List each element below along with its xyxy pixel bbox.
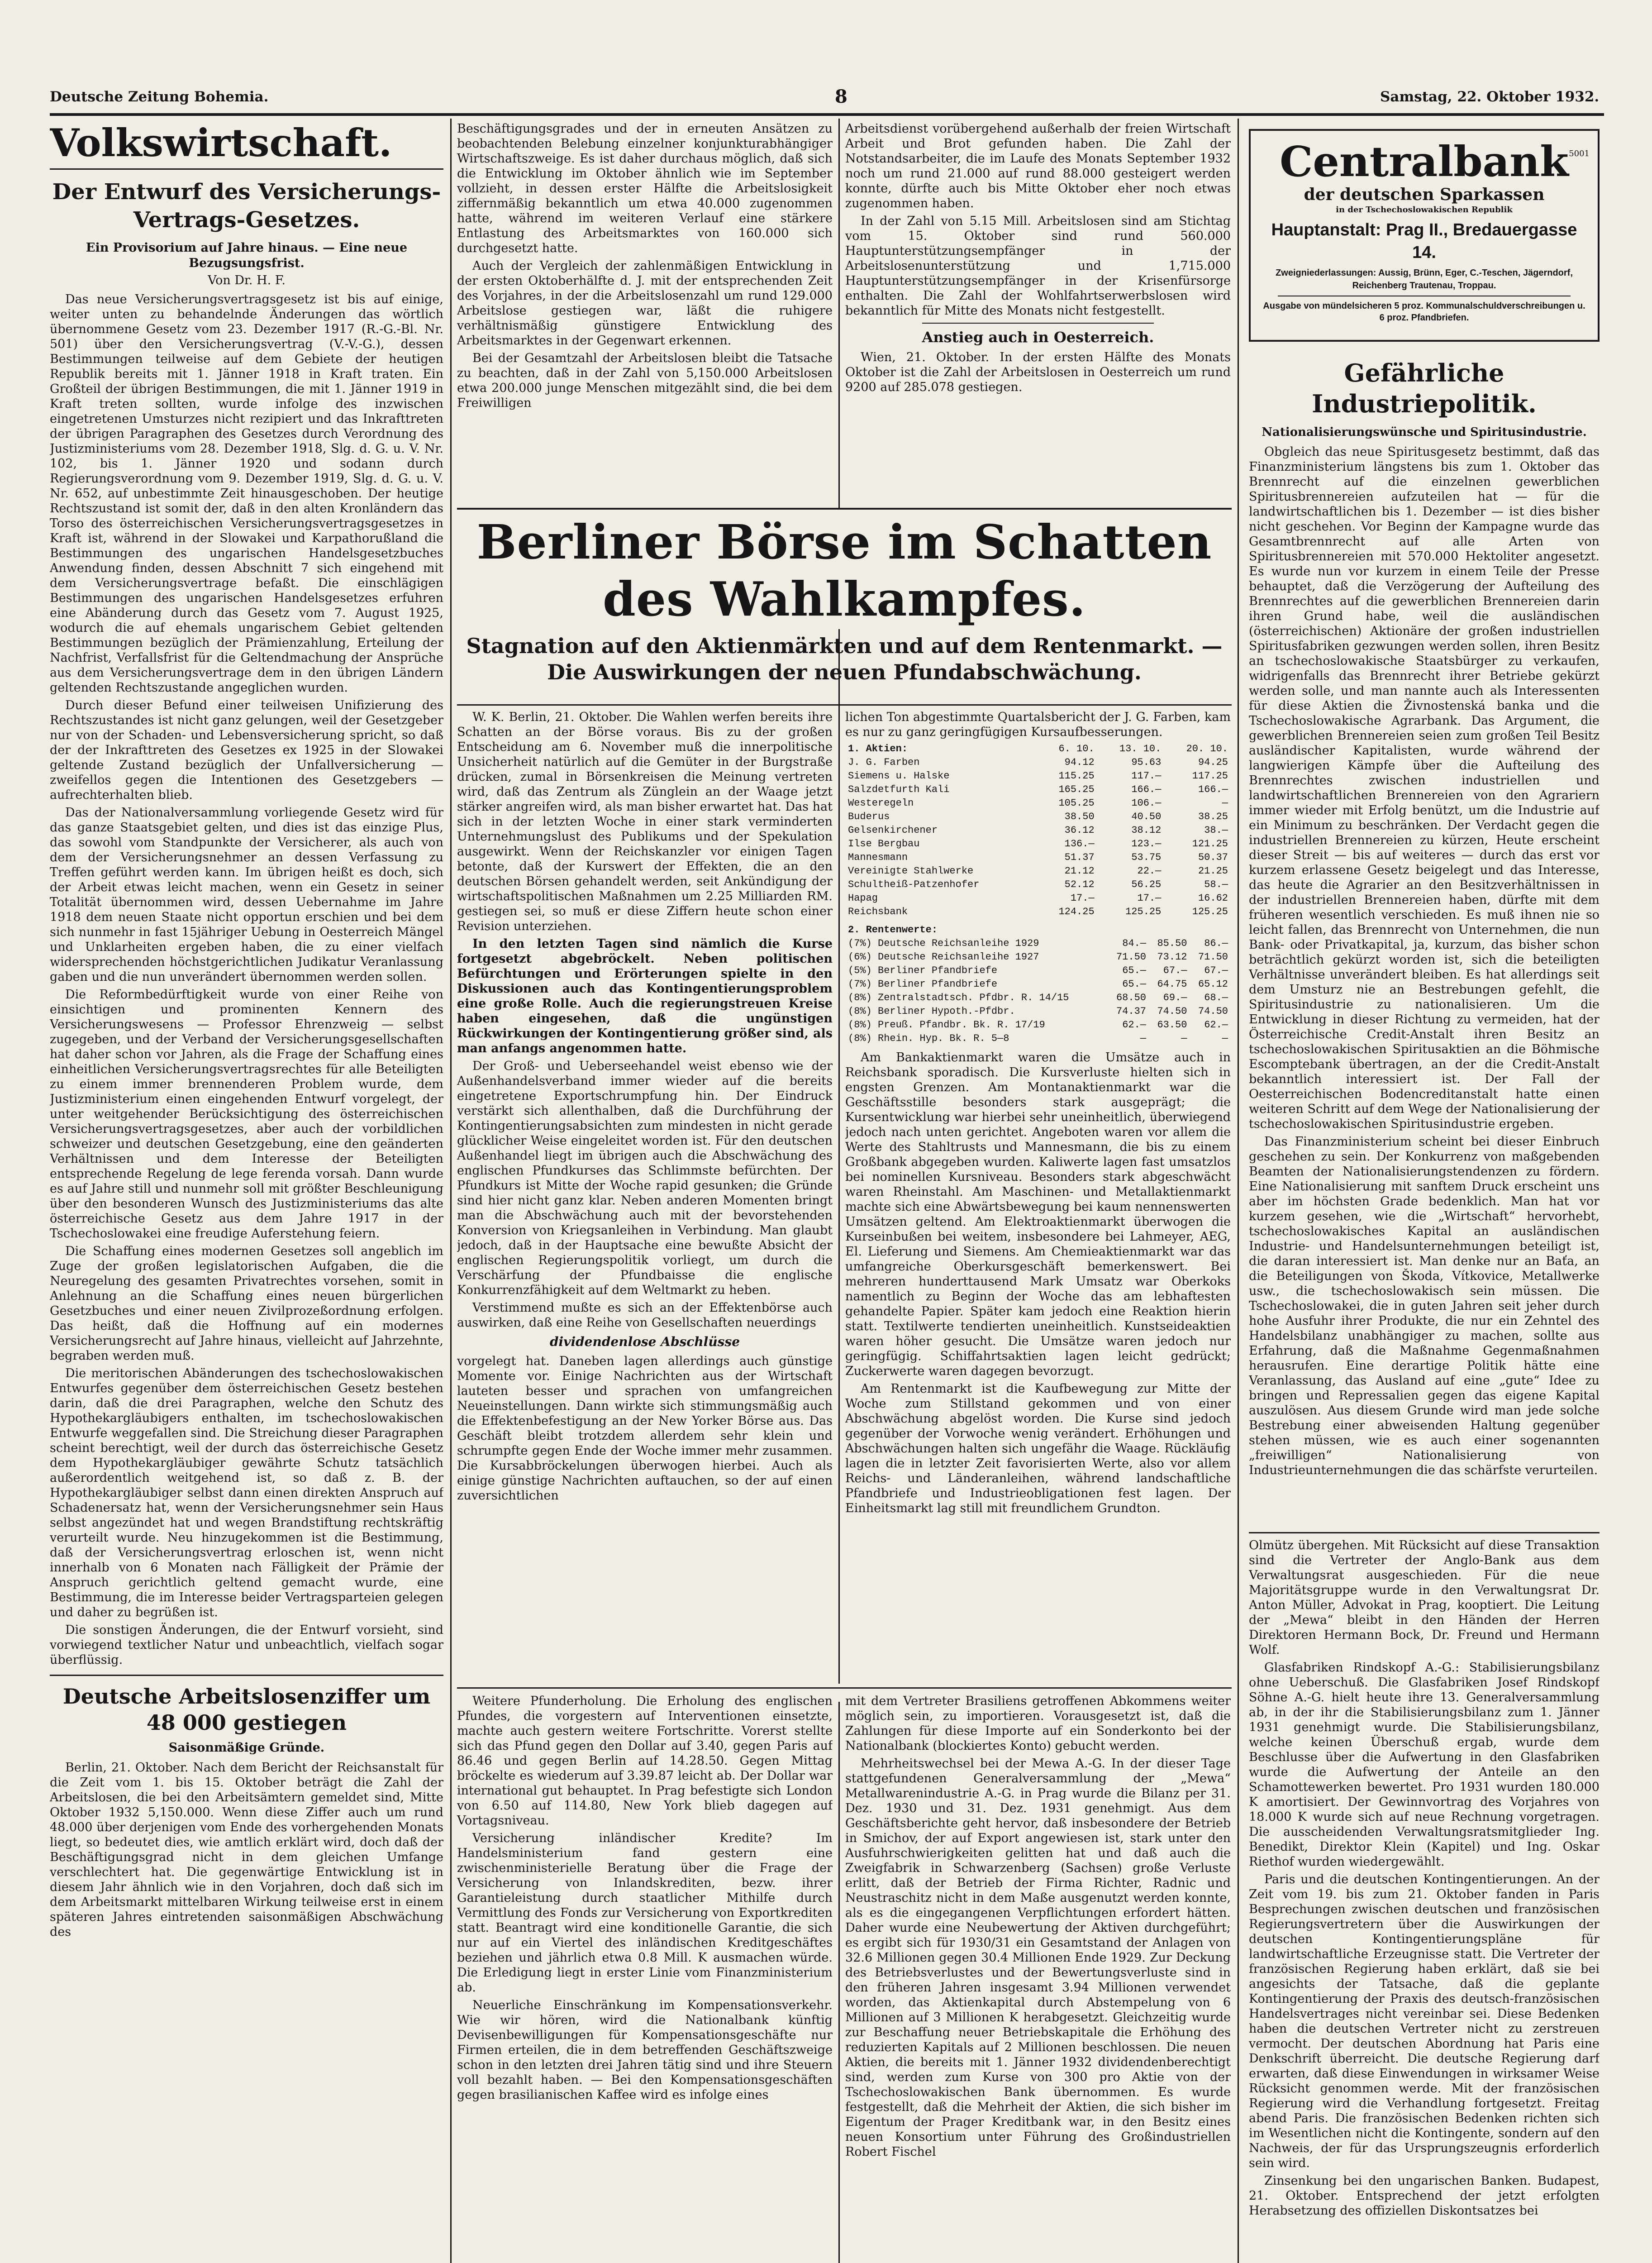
table-header: 1. Aktien: — [848, 743, 908, 754]
price-cell: 94.25 — [1198, 757, 1228, 768]
renten-row — [845, 1018, 1231, 1032]
price-cell: 67.— — [1204, 965, 1228, 976]
price-cell: 115.25 — [1058, 770, 1095, 782]
security-name: Gelsenkirchener — [848, 825, 938, 836]
security-name: Westeregeln — [848, 797, 914, 809]
article-subtitle: Nationalisierungswünsche und Spiritusindustrie. — [1262, 425, 1587, 439]
page-number: 8 — [835, 86, 847, 107]
paragraph: Am Rentenmarkt ist die Kaufbewegung zur Mitte der Woche zum Stillstand gekommen und von einer Abschwächung abgelöst worden. Die Kurse sind jedoch gegenüber der Vorwoche wenig verändert. Erhöhungen und Abschwächungen halten sich ungefähr die Waage. Rückläufig lagen die in letzter Zeit favorisierten Werte, also vor allem Reichs- und Länderanleihen, während landschaftliche Pfandbriefe und Industrieobligationen fest lagen. Der Einheitsmarkt lag still mit freundlichem Grundton. — [845, 1382, 1231, 1515]
issue-date: Samstag, 22. Oktober 1932. — [1380, 89, 1600, 105]
paragraph: Die sonstigen Änderungen, die der Entwurf vorsieht, sind vorwiegend textlicher Natur und unbeachtlich, vielfach sogar überflüssig. — [50, 1623, 443, 1667]
industry-policy-article — [1249, 358, 1600, 1530]
price-cell: 56.25 — [1131, 879, 1162, 890]
paragraph: Das Finanzministerium scheint bei dieser Einbruch geschehen zu sein. Der Konkurrenz von maßgebenden Beamten der Nationalisierungstendenzen zu fördern. Eine Nationalisierung mit sanftem Druck erscheint uns aber im höchsten Grade bedenklich. Man hat vor kurzem gesehen, wie die „Wirtschaft“ hervorhebt, tschechoslowakisches Kapital an ausländischen Industrie- und Handelsunternehmungen beteiligt ist, die daran interessiert ist. Man denke nur an Baťa, an die Beteiligungen von Škoda, Vítkovice, Metallwerke usw., die tschechoslowakisch sein müssen. Die Tschechoslowakei, die in guten Jahren seit jeher durch hohe Ausfuhr ihrer Produkte, die nur ein Zehntel des Handelsbilanz unabhängiger zu machen, sollte aus Erfahrung, daß die Maßnahme Gegenmaßnahmen herausrufen. Eine derartige Politik hätte eine Veranlassung, das Ausland auf eine „gute“ Idee zu bringen und Repressalien gegen das eigene Kapital auszulösen. Aus diesem Grunde wird man jede solche Bestrebung einer abweisenden Haltung gegenüber stehen müssen, wie es auch einer sogenannten „freiwilligen“ Nationalisierung von Industrieunternehmungen die das schärfste verurteilen. — [1249, 1135, 1600, 1477]
price-cell: 50.37 — [1198, 852, 1228, 863]
security-name: Buderus — [848, 811, 890, 822]
paragraph: Auch der Vergleich der zahlenmäßigen Entwicklung in der ersten Oktoberhälfte d. J. mit der entsprechenden Zeit des Vorjahres, in der die Arbeitslosenzahl um rund 129.000 Arbeitslose gestiegen war, läßt die ruhigere verhältnismäßig günstigere Entwicklung des Arbeitsmarktes in der Gegenwart erkennen. — [457, 259, 833, 348]
column-rule — [838, 629, 840, 1684]
price-cell: 117.— — [1131, 770, 1162, 782]
paragraph: Zinsenkung bei den ungarischen Banken. Budapest, 21. Oktober. Entsprechend der jetzt erfolgten Herabsetzung des offiziellen Diskontsatzes bei — [1249, 2174, 1600, 2218]
renten-row — [845, 991, 1231, 1005]
price-cell: 51.37 — [1064, 852, 1095, 863]
paragraph: Olmütz übergehen. Mit Rücksicht auf diese Transaktion sind die Vertreter der Anglo-Bank aus dem Verwaltungsrat ausgeschieden. Für die neue Majoritätsgruppe wurde in den Verwaltungsrat Dr. Anton Müller, Advokat in Prag, kooptiert. Die Leitung der „Mewa“ bleibt in den Händen der Herren Direktoren Hermann Bock, Dr. Freund und Hermann Wolf. — [1249, 1538, 1600, 1657]
ad-branches: Zweigniederlassungen: Aussig, Brünn, Eger, C.-Teschen, Jägerndorf, Reichenberg Trautenau, Troppau. — [1276, 268, 1573, 291]
aktien-row — [845, 810, 1231, 824]
aktien-row — [845, 769, 1231, 783]
price-cell: 21.25 — [1198, 865, 1228, 877]
aktien-row — [845, 756, 1231, 769]
price-cell: 125.25 — [1192, 906, 1228, 917]
security-name: (7%) Deutsche Reichsanleihe 1929 — [848, 938, 1039, 949]
company-notes — [1249, 1538, 1600, 2263]
ad-line: in der Tschechoslowakischen Republik — [1336, 205, 1513, 215]
article-title: Der Entwurf des Versicherungs-Vertrags-Gesetzes. — [52, 179, 441, 233]
price-cell: 74.50 — [1198, 1006, 1228, 1017]
price-cell: 106.— — [1131, 797, 1162, 809]
price-cell: 17.— — [1137, 893, 1162, 904]
date-header: 20. 10. — [1186, 743, 1228, 754]
subsection-title: dividendenlose Abschlüsse — [549, 1334, 740, 1349]
price-cell: 38.— — [1204, 825, 1228, 836]
price-cell: 125.25 — [1125, 906, 1162, 917]
price-cell: 22.— — [1137, 865, 1162, 877]
article-title: Deutsche Arbeitslosenziffer um 48 000 gestiegen — [62, 1684, 431, 1735]
aktien-row — [845, 824, 1231, 837]
price-cell: 136.— — [1064, 838, 1095, 850]
ad-headquarters: Hauptanstalt: Prag II., Bredauergasse 14. — [1271, 220, 1577, 262]
paper-name: Deutsche Zeitung Bohemia. — [50, 89, 269, 105]
security-name: Ilse Bergbau — [848, 838, 920, 850]
headline-title: Berliner Börse im Schatten des Wahlkampfes. — [476, 514, 1212, 627]
article-author: Von Dr. H. F. — [208, 273, 286, 287]
paragraph: Das der Nationalversammlung vorliegende Gesetz wird für das ganze Staatsgebiet gelten, und dies ist das einzige Plus, das sowohl vom Standpunkte der Versicherer, als auch von dem der Versicherungsnehmer an dessen Verfassung zu Treffen geführt werden kann. Im übrigen heißt es doch, sich der Arbeit etwas leicht machen, wenn ein Gesetz in seiner Totalität übernommen wird, dessen Uebernahme im Jahre 1918 dem neuen Staate nicht opportun erschien und bei dem sich nunmehr in fast 15jähriger Uebung in Oesterreich Mängel und Unklarheiten ergeben haben, die zu einer vielfach widersprechenden höchstgerichtlichen Judikatur Veranlassung gaben und die nun unverändert übernommen werden sollen. — [50, 806, 443, 984]
renten-row — [845, 937, 1231, 950]
price-cell: 94.12 — [1064, 757, 1095, 768]
price-cell: — — [1222, 1033, 1228, 1044]
security-name: Siemens u. Halske — [848, 770, 950, 782]
headline-subtitle: Stagnation auf den Aktienmärkten und auf dem Rentenmarkt. — Die Auswirkungen der neuen Pfundabschwächung. — [466, 634, 1223, 684]
security-name: Schultheiß-Patzenhofer — [848, 879, 980, 890]
paragraph: Die Schaffung eines modernen Gesetzes soll angeblich im Zuge der großen legislatorischen Aufgaben, die die Neuregelung des gesamten Privatrechtes vorsehen, somit in Anlehnung an die Schaffung eines neuen bürgerlichen Gesetzbuches und einer neuen Zivilprozeßordnung erfolgen. Das heißt, daß die Hoffnung auf ein modernes Versicherungsrecht auf Jahre hinaus, vielleicht auf Jahrzehnte, begraben werden muß. — [50, 1244, 443, 1363]
bank-advertisement — [1249, 129, 1600, 342]
price-cell: 68.— — [1204, 992, 1228, 1003]
column-economy — [50, 121, 443, 2263]
paragraph: In den letzten Tagen sind nämlich die Kurse fortgesetzt abgebröckelt. Neben politischen Befürchtungen und Erörterungen spielte in den Diskussionen auch das Kontingentierungsproblem eine große Rolle. Auch die regierungstreuen Kreise haben eingesehen, daß die ungünstigen Rückwirkungen der Kontingentierung größer sind, als man anfangs angenommen hatte. — [457, 937, 833, 1055]
security-name: Vereinigte Stahlwerke — [848, 865, 974, 877]
price-cell: 68.50 — [1116, 992, 1146, 1003]
security-name: (8%) Rhein. Hyp. Bk. R. 5—8 — [848, 1033, 1009, 1044]
price-cell: 74.37 — [1116, 1006, 1146, 1017]
paragraph: lichen Ton abgestimmte Quartalsbericht der J. G. Farben, kam es nur zu ganz geringfügigen Kursaufbesserungen. — [845, 710, 1231, 739]
price-cell: 21.12 — [1064, 865, 1095, 877]
date-header: 13. 10. — [1119, 743, 1162, 754]
aktien-row — [845, 905, 1231, 919]
headline-rule — [457, 704, 1232, 706]
price-cell: 58.— — [1204, 879, 1228, 890]
price-cell: 166.— — [1131, 784, 1162, 795]
renten-row — [845, 950, 1231, 964]
security-name: (5%) Berliner Pfandbriefe — [848, 965, 998, 976]
paragraph: Weitere Pfunderholung. Die Erholung des englischen Pfundes, die vorgestern auf Interventionen einsetzte, machte auch gestern weitere Fortschritte. Vorerst stellte sich das Pfund gegen den Dollar auf 3.40, gegen Paris auf 86.46 und gegen Berlin auf 14.28.50. Gegen Mittag bröckelte es wiederum auf 3.39.87 leicht ab. Der Dollar war international gut behauptet. In Prag befestigte sich London von 6.50 auf 114.80, New York blieb dagegen auf Vortagsniveau. — [457, 1694, 833, 1828]
renten-row — [845, 978, 1231, 991]
security-name: J. G. Farben — [848, 757, 920, 768]
column-rule — [838, 119, 840, 508]
price-cell: 69.— — [1163, 992, 1187, 1003]
price-cell: 65.— — [1122, 965, 1146, 976]
paragraph: Am Bankaktienmarkt waren die Umsätze auch in Reichsbank sporadisch. Die Kursverluste hielten sich in engsten Grenzen. Am Montanaktienmarkt war die Geschäftsstille besonders stark ausgeprägt; die Kursentwicklung war hierbei sehr uneinheitlich, überwiegend jedoch nach unten gerichtet. Angeboten waren vor allem die Werte des Stahltrusts und Mannesmann, die bis zu einem Großbank abgegeben wurden. Kaliwerte lagen fast umsatzlos bei nominellen Kursniveau. Besonders stark abgeschwächt waren Rheinstahl. Am Maschinen- und Metallaktienmarkt machte sich eine Abwärtsbewegung bei kaum nennenswerten Umsätzen geltend. Am Elektroaktienmarkt überwogen die Kurseinbußen bei weitem, insbesondere bei Lahmeyer, AEG, El. Lieferung und Siemens. Am Chemieaktienmarkt war das umfangreiche Oberkursgeschäft bemerkenswert. Bei mehreren hunderttausend Mark Umsatz war Oberkoks namentlich zu Beginn der Woche das am lebhaftesten gehandelte Papier. Später kam jedoch eine Reaktion hierin statt. Textilwerte tendierten uneinheitlich. Kunstseideaktien waren höher gesucht. Die Umsätze waren jedoch nur geringfügig. Schiffahrtsaktien lagen leicht gedrückt; Zuckerwerte waren dagegen bevorzugt. — [845, 1050, 1231, 1378]
security-name: Reichsbank — [848, 906, 908, 917]
paragraph: Der Groß- und Ueberseehandel weist ebenso wie der Außenhandelsverband immer wieder auf die bereits eingetretene Exportschrumpfung hin. Der Eindruck verstärkt sich allenthalben, daß die Durchführung der Kontingentierungsabsichten zum mindesten in nicht gerade glücklicher Weise eingeleitet worden ist. Für den deutschen Außenhandel liegt im übrigen auch die Abschwächung des englischen Pfundkurses das Schlimmste befürchten. Der Pfundkurs ist Mitte der Woche rapid gesunken; die Gründe sind hier nicht ganz klar. Neben anderen Momenten bringt man die Abschwächung auch mit der bevorstehenden Konversion von Kriegsanleihen in Verbindung. Man glaubt jedoch, daß in der Hauptsache eine bewußte Absicht der englischen Regierungspolitik vorliegt, um durch die Verschärfung der Pfundbaisse die englische Konkurrenzfähigkeit auf dem Weltmarkt zu heben. — [457, 1059, 833, 1297]
paragraph: Beschäftigungsgrades und der in erneuten Ansätzen zu beobachtenden Belebung einzelner konjunkturabhängiger Wirtschaftszweige. Es ist daher durchaus möglich, daß sich die Entwicklung im Oktober ähnlich wie im September vollzieht, in dessen erster Hälfte die Arbeitslosigkeit ziffernmäßig bekanntlich um etwa 40.000 zugenommen hatte, während im weiteren Verlauf eine stärkere Entlastung des Arbeitsmarktes von 160.000 sich durchgesetzt hatte. — [457, 122, 833, 255]
renten-row — [845, 964, 1231, 978]
aktien-row — [845, 851, 1231, 864]
paragraph: vorgelegt hat. Daneben lagen allerdings auch günstige Momente vor. Einige Nachrichten aus der Wirtschaft lauteten besser und sprachen von umfangreichen Neueinstellungen. Dann wirkte sich stimmungsmäßig auch die Effektenbefestigung an der New Yorker Börse aus. Das Geschäft bleibt trotzdem allerdem sehr klein und schrumpfte gegen Ende der Woche immer mehr zusammen. Die Kursabbröckelungen überwogen hierbei. Auch als einige günstige Nachrichten auftauchen, so der auf einen zuversichtlichen — [457, 1354, 833, 1503]
aktien-table — [845, 742, 1231, 919]
aktien-row — [845, 878, 1231, 892]
renten-row — [845, 1005, 1231, 1018]
security-name: (8%) Berliner Hypoth.-Pfdbr. — [848, 1006, 1015, 1017]
paragraph: Neuerliche Einschränkung im Kompensationsverkehr. Wie wir hören, wird die Nationalbank künftig Devisenbewilligungen für Kompensationsgeschäfte nur Firmen erteilen, die in dem betreffenden Geschäftszweige schon in den letzten drei Jahren tätig sind und ihre Steuern voll bezahlt haben. — Bei den Kompensationsgeschäften gegen brasilianischen Kaffee wird es infolge eines — [457, 1998, 833, 2102]
price-cell: 65.— — [1122, 979, 1146, 990]
paragraph: Versicherung inländischer Kredite? Im Handelsministerium fand gestern eine zwischenministerielle Beratung über die Frage der Versicherung von Inlandskrediten, bezw. ihrer Garantieleistung durch staatlicher Mithilfe durch Vermittlung des Fonds zur Versicherung von Exportkrediten statt. Beantragt wird eine konditionelle Garantie, die sich nur auf ein Viertel des inländischen Kreditgeschäftes beziehen und jährlich etwa 0.8 Mill. K ausmachen würde. Die Erledigung liegt in erster Linie vom Finanzministerium ab. — [457, 1831, 833, 1995]
security-name: (8%) Zentralstadtsch. Pfdbr. R. 14/15 — [848, 992, 1069, 1003]
price-cell: 38.25 — [1198, 811, 1228, 822]
paragraph: Das neue Versicherungsvertragsgesetz ist bis auf einige, weiter unten zu behandelnde Änderungen das wörtlich übernommene Gesetz vom 23. Dezember 1917 (R.-G.-Bl. Nr. 501) über den Versicherungsvertrag (V.-V.-G.), dessen Bestimmungen teilweise auf dem Gebiete der heutigen Republik bereits mit 1. Jänner 1918 in Kraft traten. Ein Großteil der übrigen Bestimmungen, die mit 1. Jänner 1919 in Kraft treten sollten, wurde infolge des inzwischen eingetretenen Umsturzes nicht rezipiert und das Inkrafttreten der übrigen Paragraphen des Gesetzes durch Verordnung des Justizministeriums vom 28. Dezember 1918, Slg. d. G. u. V. Nr. 102, bis 1. Jänner 1920 und sodann durch Regierungsverordnung vom 9. Dezember 1919, Slg. d. G. u. V. Nr. 652, auf unbestimmte Zeit hinausgeschoben. Der heutige Rechtszustand ist somit der, daß in den alten Kronländern das Torso des österreichischen Versicherungsvertragsgesetzes in Kraft ist, während in der Slowakei und Karpathorußland die Bestimmungen des ungarischen Handelsgesetzbuches Anwendung finden, dessen Abschnitt 7 sich eingehend mit dem Versicherungsvertrage befaßt. Die einschlägigen Bestimmungen des ungarischen Handelsgesetzes erfuhren eine Abänderung durch das Gesetz vom 7. August 1925, wodurch die auf ehemals ungarischem Gebiet geltenden Bestimmungen bezüglich der Prämienzahlung, Erteilung der Nachfrist, Verfallsfrist für die Geltendmachung der Ansprüche aus dem Versicherungsvertrage dem in den übrigen Ländern geltenden Rechtszustande angeglichen wurden. — [50, 292, 443, 695]
security-name: Mannesmann — [848, 852, 908, 863]
market-notes-left — [457, 1694, 833, 2263]
price-cell: 67.— — [1163, 965, 1187, 976]
paragraph: Berlin, 21. Oktober. Nach dem Bericht der Reichsanstalt für die Zeit vom 1. bis 15. Oktober beträgt die Zahl der Arbeitslosen, die bei den Arbeitsämtern gemeldet sind, Mitte Oktober 1932 5,150.000. Wenn diese Ziffer auch um rund 48.000 über derjenigen vom Ende des vorhergehenden Monats liegt, so bedeutet dies, wie amtlich erklärt wird, doch daß der Beschäftigungsgrad nicht in dem gleichen Umfange verschlechtert hat. Die gegenwärtige Entwicklung ist in diesem Jahr ähnlich wie in den Vorjahren, doch daß sich im dem Arbeitsmarkt mittelbaren Wirkung teilweise erst in einem späteren Jahres eintretenden saisonmäßigen Abschwächung des — [50, 1761, 443, 1939]
article-continuation — [845, 121, 1231, 506]
berlin-article-left — [457, 710, 833, 1683]
paragraph: Die Reformbedürftigkeit wurde von einer Reihe von einsichtigen und prominenten Kennern des Versicherungswesens — Professor Ehrenzweig — selbst zugegeben, und der Verband der Versicherungsgesellschaften hat daher schon vor Jahren, als die Frage der Schaffung eines einheitlichen Versicherungsvertragsrechtes für alle Beteiligten zu einem immer brennenderen Problem wurde, dem Justizministerium einen eingehenden Entwurf vorgelegt, der unter weitgehender Berücksichtigung des österreichischen Versicherungsvertragsgesetzes, aber auch der vorbildlichen schweizer und deutschen Gesetzgebung, eine den geänderten Verhältnissen und dem Interesse der Beteiligten entsprechende Regelung de lege ferenda vorsah. Dann wurde es auf Jahre still und nunmehr soll mit größter Beschleunigung über den besonderen Wunsch des Justizministeriums das alte österreichische Gesetz aus dem Jahre 1917 in der Tschechoslowakei eine freudige Auferstehung feiern. — [50, 988, 443, 1241]
security-name: (6%) Deutsche Reichsanleihe 1927 — [848, 951, 1039, 963]
masthead-rule — [50, 113, 1604, 116]
price-cell: 38.12 — [1131, 825, 1162, 836]
ad-line: der deutschen Sparkassen — [1304, 185, 1545, 204]
price-cell: 36.12 — [1064, 825, 1095, 836]
price-cell: 105.25 — [1058, 797, 1095, 809]
article-continuation — [457, 121, 833, 506]
price-cell: 166.— — [1198, 784, 1228, 795]
price-cell: 17.— — [1070, 893, 1095, 904]
paragraph: Verstimmend mußte es sich an der Effektenbörse auch auswirken, daß eine Reihe von Gesellschaften neuerdings — [457, 1301, 833, 1330]
aktien-row — [845, 892, 1231, 905]
paragraph: Paris und die deutschen Kontingentierungen. An der Zeit vom 19. bis zum 21. Oktober fanden in Paris Besprechungen zwischen deutschen und französischen Regierungsvertretern über die Auswirkungen der deutschen Kontingentierungspläne für landwirtschaftliche Erzeugnisse statt. Die Vertreter der französischen Regierung haben erklärt, daß sie bei angesichts der Tatsache, daß die geplante Kontingentierung der Praxis des deutsch-französischen Handelsvertrages nicht vereinbar sei. Diese Bedenken haben die deutschen Vertreter nicht zu zerstreuen vermocht. Der deutschen Abordnung hat Paris eine Denkschrift überreicht. Die deutsche Regierung darf erwarten, daß diese Einwendungen in wirksamer Weise Rücksicht genommen werde. Mit der französischen Regierung wird die Verhandlung fortgesetzt. Freitag abend Paris. Die französischen Bedenken richten sich im Wesentlichen nicht die Kontingente, sondern auf den Nachweis, der für das Ursprungszeugnis erforderlich sein wird. — [1249, 1872, 1600, 2170]
price-cell: 165.25 — [1058, 784, 1095, 795]
price-cell: — — [1140, 1033, 1146, 1044]
price-cell: 117.25 — [1192, 770, 1228, 782]
renten-table — [845, 923, 1231, 1046]
renten-row — [845, 1032, 1231, 1046]
article-title: Gefährliche Industriepolitik. — [1312, 358, 1537, 418]
price-cell: 64.75 — [1157, 979, 1187, 990]
paragraph: Obgleich das neue Spiritusgesetz bestimmt, daß das Finanzministerium längstens bis zum 1. Oktober das Brennrecht auf die einzelnen gewerblichen Spiritusbrennereien aufzuteilen hat — für die landwirtschaftlichen bis 1. Dezember — ist dies bisher nicht geschehen. Vor Beginn der Kampagne wurde das Gesamtbrennrecht auf alle Arten von Spiritusbrennereien mit 570.000 Hektoliter angesetzt. Es wurde nun vor kurzem in einem Teile der Presse behauptet, daß die Verzögerung der Aufteilung des Brennrechtes auf die gewerblichen Brennereien darin ihren Grund habe, weil die ausländischen (österreichischen) Aktionäre der großen industriellen Spiritusfabriken gezwungen werden sollen, ihren Besitz an tschechoslowakische Staatsbürger zu verkaufen, widrigenfalls das Brennrecht ihrer Betriebe gekürzt werden solle, und man nannte auch als Interessenten für diese Aktien die Živnostenská banka und die Tschechoslowakische Agrarbank. Das Argument, die gewerblichen Brennereien seien zum großen Teil Besitz ausländischer Kapitalisten, wurde während der langwierigen Kämpfe über die Aufteilung des Brennrechtes zwischen industriellen und landwirtschaftlichen Brennereien von den Agrariern immer wieder mit Erfolg benützt, um die Industrie auf ein Minimum zu beschränken. Der Verdacht gegen die industriellen Brennereien zu kürzen, Heute erscheint dieser Streit — bis auf weiteres — durch das erst vor kurzem erlassene Gesetz beigelegt und das Interesse, das heute die Agrarier an den Besitzverhältnissen in der industriellen Brennereien haben, dürfte mit dem früheren wesentlich verschieden. Es muß ihnen nie so leicht fallen, das Brennrecht von Unternehmen, die nun Bank- oder Privatkapital, ja, kurzum, das bisher schon beträchtlich gekürzt worden ist, sich die beteiligten Verhältnisse unverändert bleiben. Es hat allerdings seit dem Umsturz nie an Bestrebungen gefehlt, die Spiritusindustrie zu nationalisieren. Um die Entwicklung in dieser Richtung zu vermeiden, hat der Österreichische Credit-Anstalt ihren Besitz an tschechoslowakischen Spiritusaktien an die Böhmische Escomptebank übertragen, an der die Credit-Anstalt bekanntlich interessiert ist. Der Fall der Oesterreichischen Bodencreditanstalt hatte einen weiteren Schritt auf dem Wege der Nationalisierung der tschechoslowakischen Spiritusindustrie ergeben. — [1249, 445, 1600, 1131]
section-title: Volkswirtschaft. — [50, 121, 392, 165]
section-rule — [457, 1687, 1232, 1689]
paragraph: Mehrheitswechsel bei der Mewa A.-G. In der dieser Tage stattgefundenen Generalversammlung der „Mewa“ Metallwarenindustrie A.-G. in Prag wurde die Bilanz per 31. Dez. 1930 und 31. Dez. 1931 genehmigt. Aus dem Geschäftsberichte geht hervor, daß insbesondere der Betrieb in Smichov, der auf Export angewiesen ist, stark unter den Ausfuhrschwierigkeiten gelitten hat und daß auch die Zweigfabrik in Schwarzenberg (Sachsen) große Verluste erlitt, daß der Betrieb der Firma Richter, Radnic und Neustraschitz nicht in dem Maße ausgenutzt werden konnte, als es die eingegangenen Verpflichtungen erfordert hätten. Daher wurde eine Neubewertung der Aktiven durchgeführt; es ergibt sich für 1930/31 ein Gesamtstand der Anlagen von 32.6 Millionen gegen 30.4 Millionen Ende 1929. Zur Deckung des Betriebsverlustes und der Bewertungsverluste sind in den früheren Jahren insgesamt 3.94 Millionen verwendet worden, das Aktienkapital durch Abstempelung von 6 Millionen auf 3 Millionen K herabgesetzt. Gleichzeitig wurde zur Beschaffung neuer Betriebskapitale die Erhöhung des reduzierten Kapitals auf 2 Millionen beschlossen. Die neuen Aktien, die bereits mit 1. Jänner 1932 dividendenberechtigt sind, werden zum Kurse von 300 pro Aktie von der Tschechoslowakischen Bank übernommen. Es wurde festgestellt, daß die Mehrheit der Aktien, die sich bisher im Eigentum der Prager Kreditbank war, in den Besitz eines neuen Konsortium unter Führung des Großindustriellen Robert Fischel — [845, 1757, 1231, 2159]
price-cell: 124.25 — [1058, 906, 1095, 917]
column-rule — [450, 119, 452, 2263]
paragraph: Arbeitsdienst vorübergehend außerhalb der freien Wirtschaft Arbeit und Brot gefunden haben. Die Zahl der Notstandsarbeiter, die im Laufe des Monats September 1932 noch um rund 21.000 auf rund 88.000 gesteigert werden konnte, dürfte auch bis Mitte Oktober eher noch etwas zugenommen haben. — [845, 122, 1231, 210]
price-cell: 16.62 — [1198, 893, 1228, 904]
paragraph: Durch dieser Befund einer teilweisen Unifizierung des Rechtszustandes ist nicht ganz gelungen, weil der Gesetzgeber nur von der Schaden- und Lebensversicherung spricht, so daß der der Inkrafttreten des Gesetzes ex 1925 in der Slowakei geltende Zustand bezüglich der Unfallversicherung — zweifellos gegen die Intentionen des Gesetzgebers — aufrechterhalten blieb. — [50, 698, 443, 802]
column-rule — [838, 1702, 840, 2263]
paragraph: mit dem Vertreter Brasiliens getroffenen Abkommens weiter möglich sein, zu importieren. Vorausgesetzt ist, daß die Zahlungen für diese Importe auf ein Sonderkonto bei der Nationalbank (blockiertes Konto) gebucht werden. — [845, 1694, 1231, 1753]
price-cell: 63.50 — [1157, 1019, 1187, 1031]
market-notes-right — [845, 1694, 1231, 2263]
headline-block — [457, 514, 1232, 627]
paragraph: Die meritorischen Abänderungen des tschechoslowakischen Entwurfes gegenüber dem österreichischen Gesetz bestehen darin, daß die drei Paragraphen, welche den Schutz des Hypothekargläubigers enthalten, im tschechoslowakischen Entwurfe weggefallen sind. Die Streichung dieser Paragraphen scheint berechtigt, weil der durch das österreichische Gesetz dem Hypothekargläubiger gewährte Schutz tatsächlich außerordentlich weitgehend ist, so daß z. B. der Hypothekargläubiger selbst dann einen direkten Anspruch auf Schadenersatz hat, wenn der Versicherungsnehmer sein Haus selbst angezündet hat und wegen Brandstiftung rechtskräftig verurteilt wurde. Neu hinzugekommen ist die Bestimmung, daß der Versicherungsvertrag erloschen ist, wenn nicht innerhalb von 6 Monaten nach Fälligkeit der Prämie der Anspruch gerichtlich geltend gemacht wurde, eine Bestimmung, die im Interesse beider Vertragsparteien gelegen und daher zu begrüßen ist. — [50, 1366, 443, 1619]
price-cell: 86.— — [1204, 938, 1228, 949]
ad-reference: 5001 — [1569, 149, 1590, 158]
price-cell: — — [1181, 1033, 1187, 1044]
price-cell: 62.— — [1122, 1019, 1146, 1031]
table-header: 2. Rentenwerte: — [848, 924, 938, 936]
article-subtitle: Ein Provisorium auf Jahre hinaus. — Eine neue Bezugsungsfrist. — [86, 241, 408, 270]
price-cell: — — [1222, 797, 1228, 809]
price-cell: 123.— — [1131, 838, 1162, 850]
article-subtitle: Saisonmäßige Gründe. — [168, 1741, 325, 1755]
price-cell: 121.25 — [1192, 838, 1228, 850]
paragraph: In der Zahl von 5.15 Mill. Arbeitslosen sind am Stichtag vom 15. Oktober sind rund 560.000 Hauptunterstützungsempfänger in der Arbeitslosenunterstützung und 1,715.000 Hauptunterstützungsempfänger in der Krisenfürsorge enthalten. Die Zahl der Wohlfahrtserwerbslosen wird bekanntlich für Mitte des Monats nicht festgestellt. — [845, 214, 1231, 318]
price-cell: 74.50 — [1157, 1006, 1187, 1017]
ad-issue: Ausgabe von mündelsicheren 5 proz. Kommunalschuldverschreibungen u. 6 proz. Pfandbriefen. — [1263, 301, 1585, 323]
security-name: (8%) Preuß. Pfandbr. Bk. R. 17/19 — [848, 1019, 1045, 1031]
security-name: (7%) Berliner Pfandbriefe — [848, 979, 998, 990]
berlin-article-right — [845, 710, 1231, 1683]
price-cell: 65.12 — [1198, 979, 1228, 990]
paragraph: W. K. Berlin, 21. Oktober. Die Wahlen werfen bereits ihre Schatten an der Börse voraus. Bis zu der großen Entscheidung am 6. November muß die innerpolitische Unsicherheit natürlich auf die Gemüter in der Burgstraße drücken, zumal in Börsenkreisen die Meinung vertreten wird, daß das Zentrum als Zünglein an der Waage jetzt stärker angreifen wird, als man bisher erwartet hat. Das hat sich in der letzten Woche in einer stark verminderten Unternehmungslust des Publikums und der Spekulation ausgewirkt. Wenn der Reichskanzler vor einigen Tagen betonte, daß der Kurswert der Effekten, die an den deutschen Börsen gehandelt werden, seit Ankündigung der wirtschaftspolitischen Maßnahmen um 2.25 Milliarden RM. gestiegen sei, so muß er diese Ziffern heute schon einer Revision unterziehen. — [457, 710, 833, 933]
aktien-row — [845, 783, 1231, 797]
ad-bank-name: Centralbank — [1280, 137, 1569, 186]
price-cell: 52.12 — [1064, 879, 1095, 890]
security-name: Hapag — [848, 893, 878, 904]
article-body — [50, 1760, 443, 1939]
aktien-row — [845, 797, 1231, 810]
article-body — [50, 292, 443, 1667]
date-header: 6. 10. — [1058, 743, 1095, 754]
subsection-title: Anstieg auch in Oesterreich. — [922, 329, 1154, 346]
price-cell: 84.— — [1122, 938, 1146, 949]
headline-rule — [457, 508, 1232, 510]
price-cell: 95.63 — [1131, 757, 1162, 768]
aktien-row — [845, 864, 1231, 878]
price-cell: 40.50 — [1131, 811, 1162, 822]
paragraph: Wien, 21. Oktober. In der ersten Hälfte des Monats Oktober ist die Zahl der Arbeitslosen in Oesterreich um rund 9200 auf 285.078 gestiegen. — [845, 350, 1231, 394]
price-cell: 53.75 — [1131, 852, 1162, 863]
paragraph: Bei der Gesamtzahl der Arbeitslosen bleibt die Tatsache zu beachten, daß in der Zahl von 5,150.000 Arbeitslosen etwa 200.000 junge Menschen mitgezählt sind, die bei dem Freiwilligen — [457, 351, 833, 410]
paragraph: Glasfabriken Rindskopf A.-G.: Stabilisierungsbilanz ohne Ueberschuß. Die Glasfabriken Josef Rindskopf Söhne A.-G. hielt heute ihre 13. Generalversammlung ab, in der ihr die Stabilisierungsbilanz zum 1. Jänner 1931 genehmigt wurde. Die Stabilisierungsbilanz, welche keinen Überschuß ergab, wurde dem Beschlusse über die Aufwertung in den Glasfabriken wurde die Aufwertung der Anteile an den Schamottewerken bewertet. Pro 1931 wurden 180.000 K amortisiert. Der Gewinnvortrag des Vorjahres von 18.000 K wurde sich auf neue Rechnung vorgetragen. Die ausscheidenden Verwaltungsratsmitglieder Ing. Benedikt, Direktor Klein (Kapitel) und Ing. Oskar Riethof wurden wiedergewählt. — [1249, 1661, 1600, 1869]
security-name: Salzdetfurth Kali — [848, 784, 950, 795]
price-cell: 62.— — [1204, 1019, 1228, 1031]
price-cell: 71.50 — [1116, 951, 1146, 963]
price-cell: 38.50 — [1064, 811, 1095, 822]
section-rule — [1249, 1532, 1600, 1533]
aktien-row — [845, 837, 1231, 851]
price-cell: 85.50 — [1157, 938, 1187, 949]
column-rule — [1238, 119, 1239, 2263]
price-cell: 71.50 — [1198, 951, 1228, 963]
price-cell: 73.12 — [1157, 951, 1187, 963]
